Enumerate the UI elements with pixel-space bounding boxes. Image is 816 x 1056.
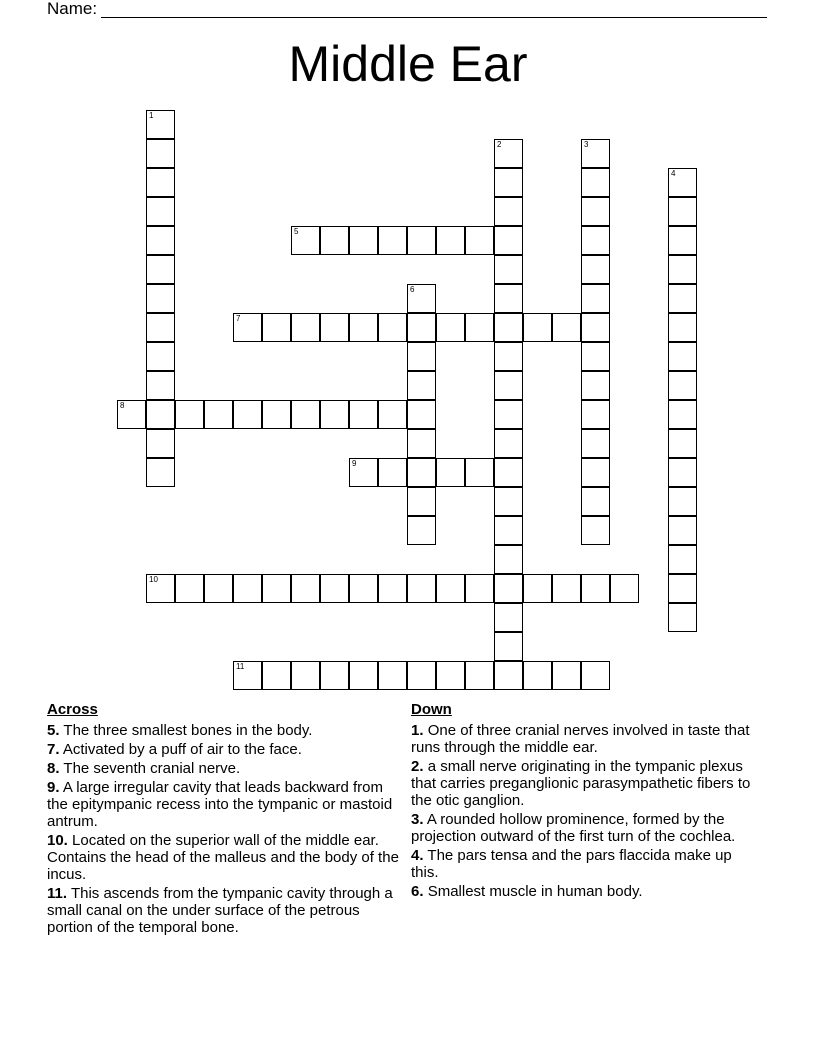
grid-cell[interactable] <box>581 574 610 603</box>
grid-cell[interactable] <box>668 429 697 458</box>
clue-across-9 <box>47 779 403 830</box>
grid-cell[interactable] <box>494 255 523 284</box>
grid-cell[interactable] <box>378 574 407 603</box>
grid-cell[interactable] <box>349 574 378 603</box>
grid-cell[interactable] <box>523 313 552 342</box>
grid-cell[interactable] <box>146 313 175 342</box>
grid-cell[interactable] <box>349 661 378 690</box>
clue-number-label: 11 <box>236 662 245 671</box>
clue-down-3 <box>411 811 751 845</box>
grid-cell[interactable] <box>349 313 378 342</box>
grid-cell[interactable] <box>581 429 610 458</box>
grid-cell[interactable] <box>581 516 610 545</box>
grid-cell[interactable] <box>668 197 697 226</box>
grid-cell[interactable] <box>407 458 436 487</box>
grid-cell[interactable] <box>668 400 697 429</box>
grid-cell[interactable] <box>494 313 523 342</box>
clue-text: A rounded hollow prominence, formed by the projection outward of the first turn of the cochlea. <box>411 811 736 845</box>
grid-cell[interactable] <box>407 313 436 342</box>
grid-cell[interactable] <box>523 574 552 603</box>
grid-cell[interactable] <box>668 342 697 371</box>
grid-cell[interactable] <box>407 429 436 458</box>
grid-cell[interactable] <box>146 429 175 458</box>
clue-across-10 <box>47 832 403 883</box>
grid-cell[interactable] <box>146 371 175 400</box>
grid-cell[interactable] <box>668 313 697 342</box>
clue-text: Located on the superior wall of the middle ear. Contains the head of the malleus and the body of the incus. <box>47 832 399 883</box>
grid-cell[interactable] <box>436 226 465 255</box>
grid-cell[interactable] <box>581 371 610 400</box>
clue-number: 5. <box>47 722 60 739</box>
grid-cell[interactable] <box>668 603 697 632</box>
grid-cell[interactable] <box>349 458 378 487</box>
grid-cell[interactable] <box>668 226 697 255</box>
grid-cell[interactable] <box>407 661 436 690</box>
grid-cell[interactable] <box>146 574 175 603</box>
clue-down-2 <box>411 758 751 809</box>
grid-cell[interactable] <box>581 284 610 313</box>
grid-cell[interactable] <box>436 313 465 342</box>
grid-cell[interactable] <box>233 661 262 690</box>
grid-cell[interactable] <box>494 516 523 545</box>
clue-number-label: 2 <box>497 140 502 149</box>
grid-cell[interactable] <box>349 226 378 255</box>
grid-cell[interactable] <box>494 226 523 255</box>
clue-number: 7. <box>47 741 60 758</box>
clue-number: 10. <box>47 832 68 849</box>
grid-cell[interactable] <box>668 487 697 516</box>
grid-cell[interactable] <box>349 400 378 429</box>
grid-cell[interactable] <box>523 661 552 690</box>
grid-cell[interactable] <box>262 661 291 690</box>
grid-cell[interactable] <box>465 574 494 603</box>
grid-cell[interactable] <box>436 661 465 690</box>
grid-cell[interactable] <box>465 661 494 690</box>
grid-cell[interactable] <box>494 168 523 197</box>
grid-cell[interactable] <box>175 400 204 429</box>
grid-cell[interactable] <box>610 574 639 603</box>
clue-number-label: 5 <box>294 227 299 236</box>
grid-cell[interactable] <box>668 371 697 400</box>
clue-across-11 <box>47 885 403 936</box>
grid-cell[interactable] <box>436 458 465 487</box>
grid-cell[interactable] <box>407 226 436 255</box>
down-clues <box>411 701 751 902</box>
clue-number-label: 9 <box>352 459 357 468</box>
clue-number-label: 4 <box>671 169 676 178</box>
clue-number: 2. <box>411 758 424 775</box>
grid-cell[interactable] <box>494 139 523 168</box>
grid-cell[interactable] <box>320 400 349 429</box>
grid-cell[interactable] <box>494 342 523 371</box>
page-title: Middle Ear <box>288 36 528 92</box>
grid-cell[interactable] <box>146 458 175 487</box>
grid-cell[interactable] <box>494 487 523 516</box>
grid-cell[interactable] <box>494 574 523 603</box>
grid-cell[interactable] <box>233 400 262 429</box>
grid-cell[interactable] <box>146 168 175 197</box>
grid-cell[interactable] <box>291 226 320 255</box>
grid-cell[interactable] <box>581 661 610 690</box>
grid-cell[interactable] <box>378 458 407 487</box>
grid-cell[interactable] <box>668 545 697 574</box>
grid-cell[interactable] <box>494 197 523 226</box>
grid-cell[interactable] <box>146 197 175 226</box>
clue-down-4 <box>411 847 751 881</box>
grid-cell[interactable] <box>494 632 523 661</box>
clue-text: A large irregular cavity that leads backward from the epitympanic recess into the tympanic or mastoid antrum. <box>47 779 393 830</box>
grid-cell[interactable] <box>378 313 407 342</box>
grid-cell[interactable] <box>291 313 320 342</box>
grid-cell[interactable] <box>320 226 349 255</box>
down-heading: Down <box>411 701 452 718</box>
grid-cell[interactable] <box>407 400 436 429</box>
grid-cell[interactable] <box>668 255 697 284</box>
grid-cell[interactable] <box>291 400 320 429</box>
grid-cell[interactable] <box>465 458 494 487</box>
grid-cell[interactable] <box>204 400 233 429</box>
grid-cell[interactable] <box>494 661 523 690</box>
clue-number-label: 10 <box>149 575 158 584</box>
grid-cell[interactable] <box>581 226 610 255</box>
grid-cell[interactable] <box>581 168 610 197</box>
clue-number-label: 8 <box>120 401 125 410</box>
grid-cell[interactable] <box>581 197 610 226</box>
grid-cell[interactable] <box>407 342 436 371</box>
grid-cell[interactable] <box>494 603 523 632</box>
clue-text: The three smallest bones in the body. <box>63 722 313 739</box>
grid-cell[interactable] <box>175 574 204 603</box>
clue-down-1 <box>411 722 751 756</box>
grid-cell[interactable] <box>262 574 291 603</box>
grid-cell[interactable] <box>552 661 581 690</box>
grid-cell[interactable] <box>407 516 436 545</box>
grid-cell[interactable] <box>668 516 697 545</box>
grid-cell[interactable] <box>407 284 436 313</box>
grid-cell[interactable] <box>320 574 349 603</box>
grid-cell[interactable] <box>407 574 436 603</box>
grid-cell[interactable] <box>233 574 262 603</box>
grid-cell[interactable] <box>320 661 349 690</box>
clue-number: 9. <box>47 779 60 796</box>
clue-across-7 <box>47 741 403 758</box>
clue-number: 3. <box>411 811 424 828</box>
grid-cell[interactable] <box>378 226 407 255</box>
grid-cell[interactable] <box>117 400 146 429</box>
clue-number-label: 3 <box>584 140 589 149</box>
clue-number: 4. <box>411 847 424 864</box>
clue-number-label: 7 <box>236 314 241 323</box>
clue-text: Activated by a puff of air to the face. <box>62 741 302 758</box>
grid-cell[interactable] <box>407 371 436 400</box>
grid-cell[interactable] <box>552 313 581 342</box>
grid-cell[interactable] <box>494 371 523 400</box>
grid-cell[interactable] <box>581 313 610 342</box>
clue-number: 6. <box>411 883 424 900</box>
grid-cell[interactable] <box>378 400 407 429</box>
clue-number: 11. <box>47 885 68 902</box>
grid-cell[interactable] <box>494 400 523 429</box>
grid-cell[interactable] <box>668 168 697 197</box>
grid-cell[interactable] <box>146 284 175 313</box>
across-heading: Across <box>47 701 98 718</box>
clue-text: This ascends from the tympanic cavity through a small canal on the under surface of the petrous portion of the temporal bone. <box>47 885 393 936</box>
clue-number-label: 6 <box>410 285 415 294</box>
across-clues <box>47 701 403 938</box>
grid-cell[interactable] <box>146 110 175 139</box>
grid-cell[interactable] <box>407 487 436 516</box>
clue-number: 8. <box>47 760 60 777</box>
grid-cell[interactable] <box>668 284 697 313</box>
grid-cell[interactable] <box>552 574 581 603</box>
grid-cell[interactable] <box>465 226 494 255</box>
clue-text: Smallest muscle in human body. <box>427 883 643 900</box>
clue-down-6 <box>411 883 751 900</box>
grid-cell[interactable] <box>668 574 697 603</box>
grid-cell[interactable] <box>494 545 523 574</box>
grid-cell[interactable] <box>146 400 175 429</box>
grid-cell[interactable] <box>668 458 697 487</box>
grid-cell[interactable] <box>204 574 233 603</box>
name-label: Name: <box>47 0 98 18</box>
grid-cell[interactable] <box>146 342 175 371</box>
grid-cell[interactable] <box>262 313 291 342</box>
clue-text: The pars tensa and the pars flaccida make up this. <box>411 847 732 881</box>
grid-cell[interactable] <box>146 226 175 255</box>
clue-text: a small nerve originating in the tympanic plexus that carries preganglionic parasympathetic fibers to the otic ganglion. <box>411 758 751 809</box>
grid-cell[interactable] <box>320 313 349 342</box>
grid-cell[interactable] <box>494 284 523 313</box>
grid-cell[interactable] <box>465 313 494 342</box>
grid-cell[interactable] <box>581 342 610 371</box>
grid-cell[interactable] <box>494 458 523 487</box>
grid-cell[interactable] <box>436 574 465 603</box>
grid-cell[interactable] <box>494 429 523 458</box>
clue-across-5 <box>47 722 403 739</box>
grid-cell[interactable] <box>233 313 262 342</box>
grid-cell[interactable] <box>291 574 320 603</box>
grid-cell[interactable] <box>262 400 291 429</box>
grid-cell[interactable] <box>581 487 610 516</box>
grid-cell[interactable] <box>146 139 175 168</box>
grid-cell[interactable] <box>291 661 320 690</box>
grid-cell[interactable] <box>581 458 610 487</box>
clue-number-label: 1 <box>149 111 154 120</box>
clue-across-8 <box>47 760 403 777</box>
clue-number: 1. <box>411 722 424 739</box>
grid-cell[interactable] <box>581 139 610 168</box>
grid-cell[interactable] <box>581 255 610 284</box>
clue-text: The seventh cranial nerve. <box>63 760 241 777</box>
grid-cell[interactable] <box>146 255 175 284</box>
grid-cell[interactable] <box>378 661 407 690</box>
clue-text: One of three cranial nerves involved in taste that runs through the middle ear. <box>411 722 750 756</box>
grid-cell[interactable] <box>581 400 610 429</box>
